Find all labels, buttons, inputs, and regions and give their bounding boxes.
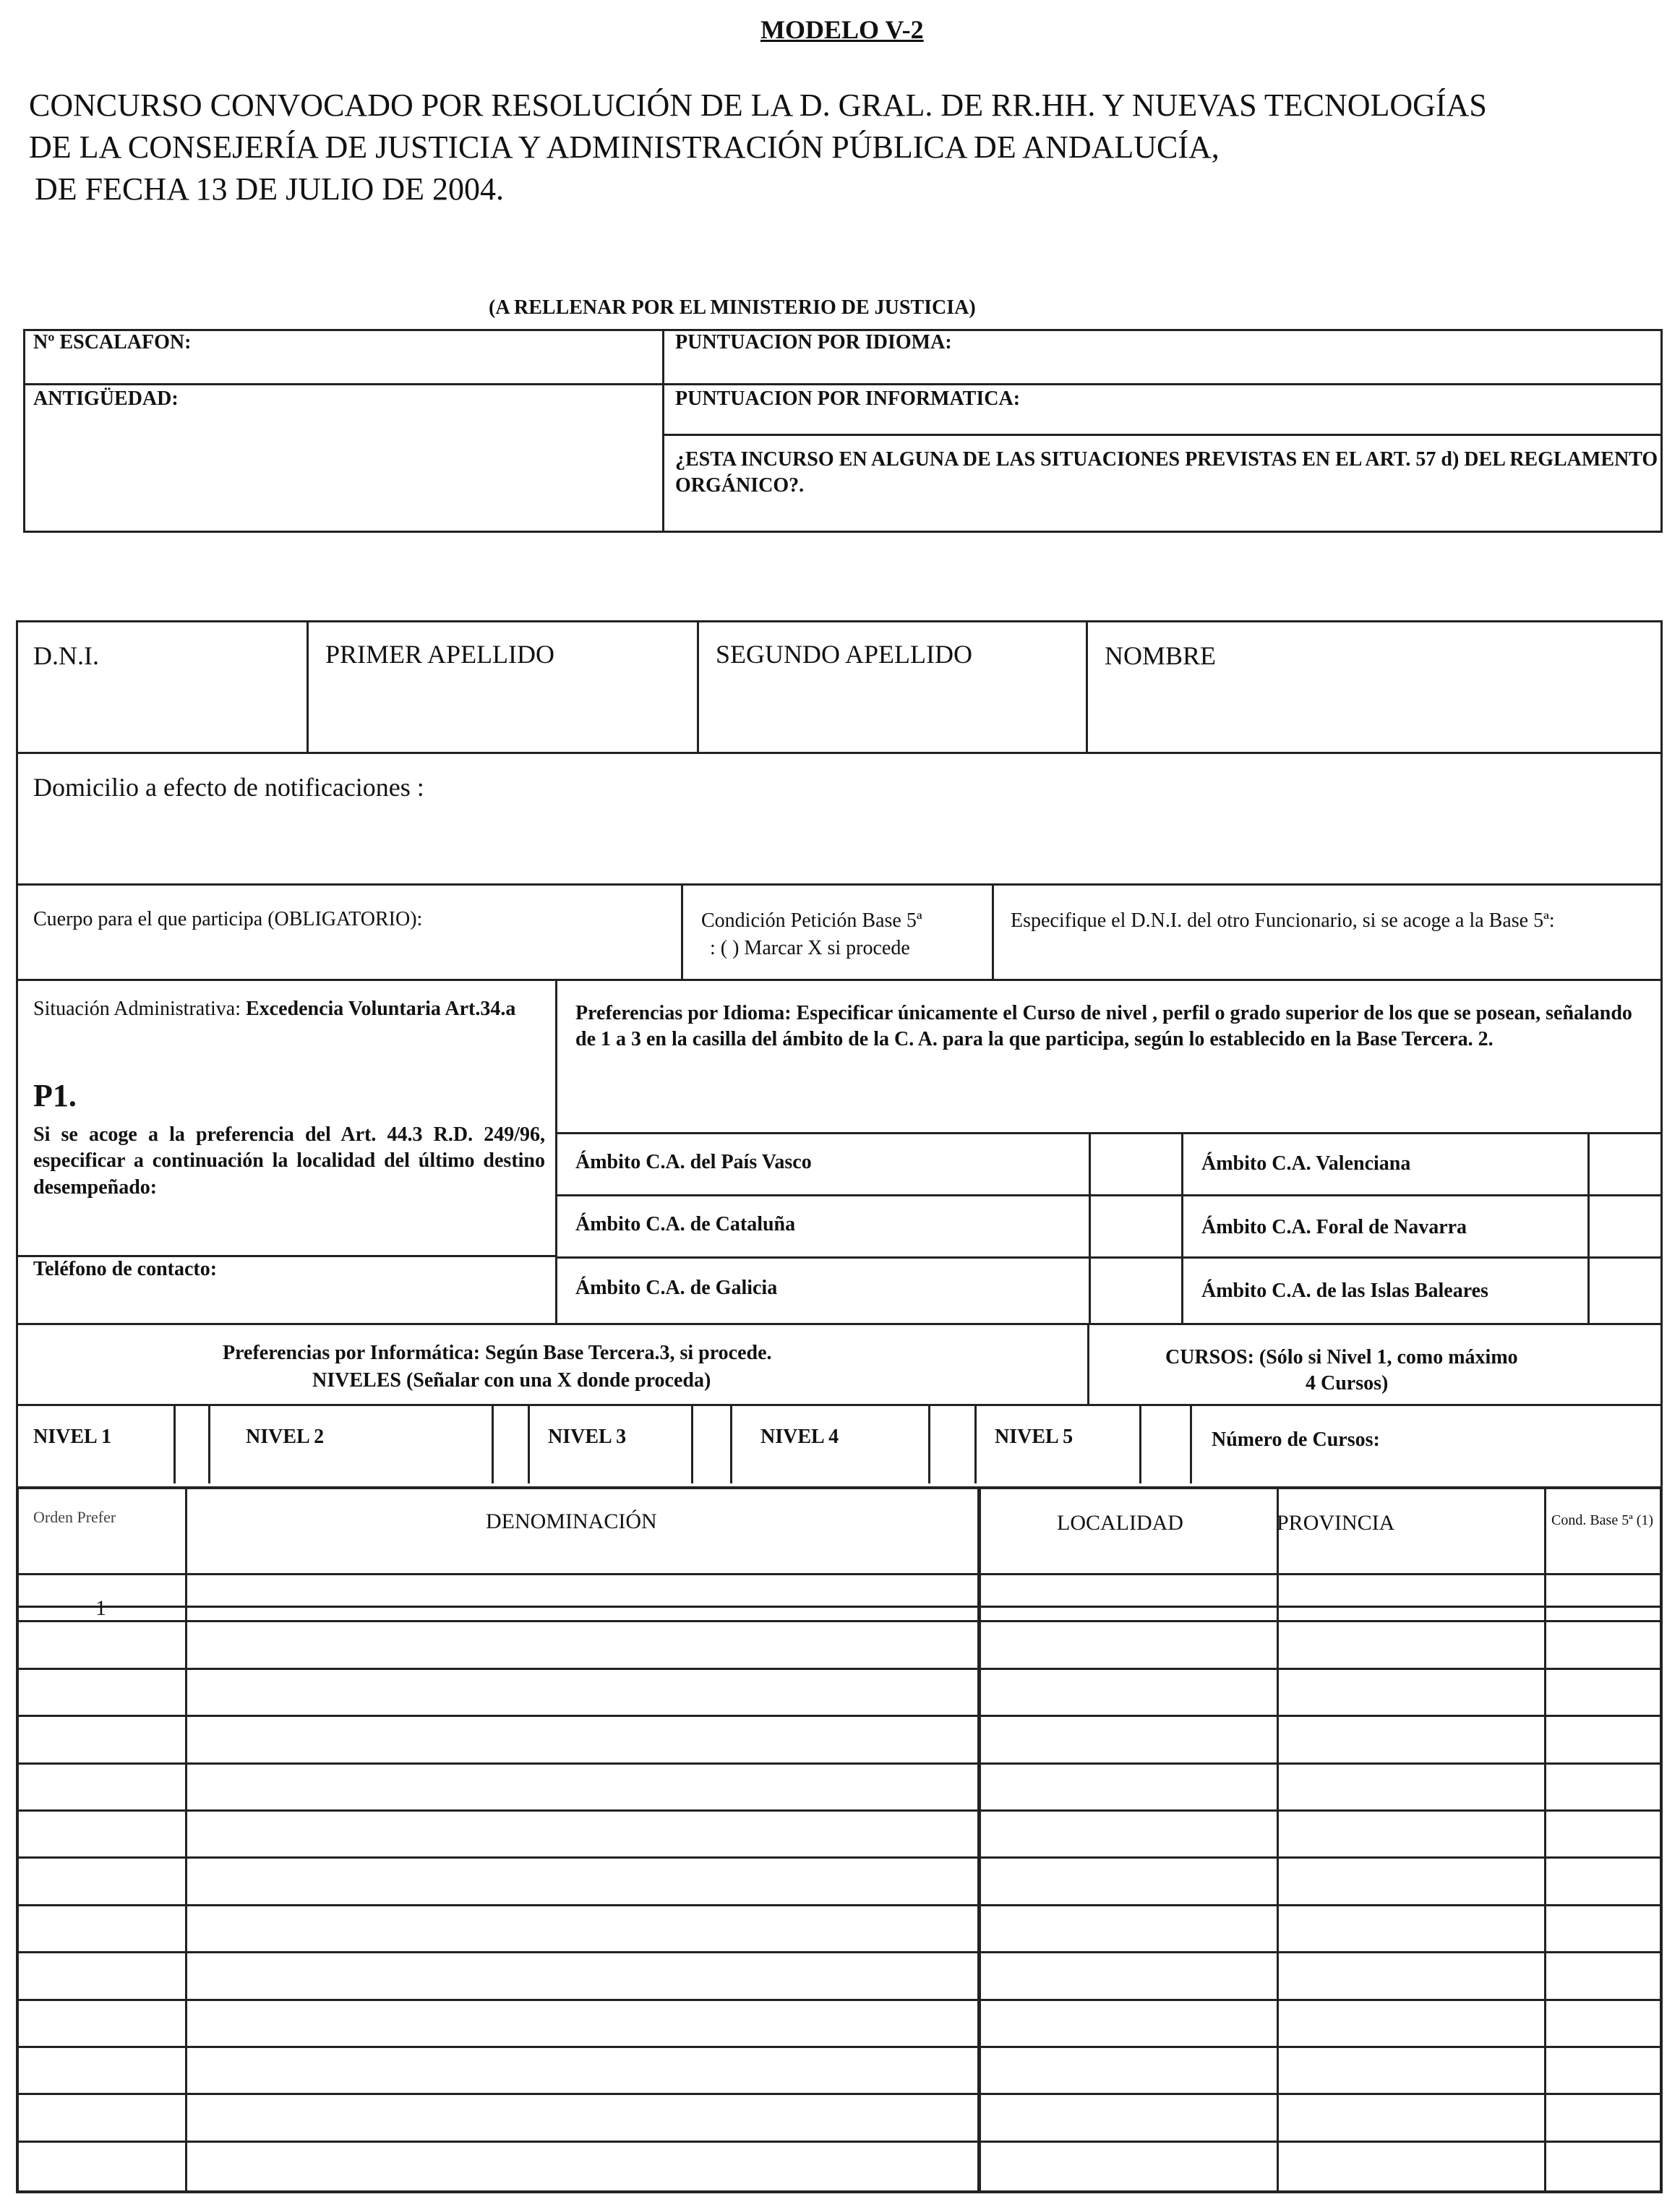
- personal-data-box: [16, 620, 1663, 1608]
- ambito-cataluna: Ámbito C.A. de Cataluña: [575, 1213, 796, 1235]
- table-row: [16, 1999, 1663, 2001]
- header-orden: Orden Prefer: [33, 1508, 116, 1526]
- ambito-box-galicia[interactable]: [1089, 1256, 1181, 1323]
- idiomas-intro: Preferencias por Idioma: Especificar únicamente el Curso de nivel , perfil o grado superior de los que se posean, señalando de 1 a 3 en la casilla del ámbito de la C. A. para la que participa, según lo establecido en la Base Tercera. 2.: [575, 1002, 1632, 1051]
- antiguedad-label: ANTIGÜEDAD:: [33, 387, 179, 410]
- cursos-line1: CURSOS: (Sólo si Nivel 1, como máximo: [1165, 1346, 1518, 1368]
- nivel-3-checkbox[interactable]: [691, 1404, 730, 1483]
- cuerpo-label: Cuerpo para el que participa (OBLIGATORIO):: [33, 908, 423, 930]
- destinos-table: [16, 1486, 1663, 2193]
- situacion-label: [33, 998, 515, 1021]
- informatica-line2: NIVELES (Señalar con una X donde proceda): [312, 1369, 711, 1392]
- header-cond-base: Cond. Base 5ª (1): [1551, 1512, 1654, 1528]
- ministry-caption: (A RELLENAR POR EL MINISTERIO DE JUSTICIA): [489, 296, 976, 319]
- ambito-navarra: Ámbito C.A. Foral de Navarra: [1201, 1216, 1467, 1238]
- p1-label: P1.: [33, 1078, 77, 1113]
- ambito-galicia: Ámbito C.A. de Galicia: [575, 1277, 778, 1299]
- header-line-2: DE LA CONSEJERÍA DE JUSTICIA Y ADMINISTRACIÓN PÚBLICA DE ANDALUCÍA,: [29, 129, 1220, 165]
- table-row: [16, 2046, 1663, 2048]
- escalafon-label: Nº ESCALAFON:: [33, 331, 192, 354]
- condicion-label-2: : ( ) Marcar X si procede: [710, 937, 910, 959]
- nivel-1-label: NIVEL 1: [33, 1426, 112, 1448]
- form-title: MODELO V-2: [760, 15, 924, 44]
- nivel-2-label: NIVEL 2: [246, 1426, 325, 1448]
- table-row: [16, 1762, 1663, 1765]
- ambito-box-cataluna[interactable]: [1089, 1194, 1181, 1256]
- nivel-4-checkbox[interactable]: [928, 1404, 974, 1483]
- condicion-label-1: Condición Petición Base 5ª: [701, 909, 922, 932]
- table-row: [16, 1856, 1663, 1859]
- table-row: [16, 1904, 1663, 1906]
- table-row: [16, 1573, 1663, 1575]
- header-provincia: PROVINCIA: [1277, 1511, 1395, 1535]
- ambito-valenciana: Ámbito C.A. Valenciana: [1201, 1152, 1411, 1175]
- header-localidad: LOCALIDAD: [1057, 1511, 1183, 1535]
- nivel-5-checkbox[interactable]: [1139, 1404, 1190, 1483]
- situacion-label-text: Situación Administrativa:: [33, 998, 241, 1020]
- table-row: [16, 1668, 1663, 1670]
- puntuacion-idioma-label: PUNTUACION POR IDIOMA:: [675, 331, 952, 354]
- table-row: [16, 1951, 1663, 1953]
- ambito-box-pais-vasco[interactable]: [1089, 1132, 1181, 1194]
- situacion-value: Excedencia Voluntaria Art.34.a: [245, 998, 516, 1020]
- telefono-label: Teléfono de contacto:: [33, 1258, 218, 1280]
- table-row: [16, 1715, 1663, 1717]
- incurso-question: ¿ESTA INCURSO EN ALGUNA DE LAS SITUACIONES PREVISTAS EN EL ART. 57 d) DEL REGLAMENTO ORGÁNICO?.: [675, 448, 1658, 497]
- especifique-dni-label: Especifique el D.N.I. del otro Funcionario, si se acoge a la Base 5ª:: [1011, 909, 1555, 932]
- row-number-1: 1: [95, 1596, 106, 1620]
- ambito-box-valenciana[interactable]: [1587, 1132, 1663, 1194]
- ambito-box-baleares[interactable]: [1587, 1256, 1663, 1323]
- table-row: [16, 2141, 1663, 2143]
- header-denominacion: DENOMINACIÓN: [486, 1509, 657, 1533]
- preferencia-art-44: Si se acoge a la preferencia del Art. 44.3 R.D. 249/96, especificar a continuación la localidad del último destino desempeñado:: [33, 1123, 545, 1199]
- table-row: [16, 1809, 1663, 1812]
- ambito-baleares: Ámbito C.A. de las Islas Baleares: [1201, 1280, 1488, 1302]
- puntuacion-informatica-label: PUNTUACION POR INFORMATICA:: [675, 387, 1021, 410]
- domicilio-label: Domicilio a efecto de notificaciones :: [33, 773, 424, 802]
- nombre-label: NOMBRE: [1105, 641, 1217, 670]
- numero-cursos-label: Número de Cursos:: [1212, 1428, 1380, 1451]
- ministry-box: [23, 329, 1663, 533]
- dni-label: D.N.I.: [33, 641, 99, 670]
- ambito-pais-vasco: Ámbito C.A. del País Vasco: [575, 1151, 812, 1173]
- cursos-line2: 4 Cursos): [1306, 1372, 1389, 1395]
- header-line-3: DE FECHA 13 DE JULIO DE 2004.: [35, 171, 504, 207]
- segundo-apellido-label: SEGUNDO APELLIDO: [716, 640, 972, 669]
- primer-apellido-label: PRIMER APELLIDO: [325, 640, 555, 669]
- informatica-line1: Preferencias por Informática: Según Base Tercera.3, si procede.: [223, 1342, 772, 1364]
- ambito-box-navarra[interactable]: [1587, 1194, 1663, 1256]
- nivel-4-label: NIVEL 4: [760, 1426, 839, 1448]
- nivel-1-checkbox[interactable]: [173, 1404, 208, 1483]
- nivel-5-label: NIVEL 5: [995, 1426, 1073, 1448]
- nivel-3-label: NIVEL 3: [548, 1426, 627, 1448]
- table-row: [16, 1620, 1663, 1622]
- table-row: [16, 2093, 1663, 2095]
- nivel-2-checkbox[interactable]: [492, 1404, 528, 1483]
- header-line-1: CONCURSO CONVOCADO POR RESOLUCIÓN DE LA D. GRAL. DE RR.HH. Y NUEVAS TECNOLOGÍAS: [29, 87, 1487, 123]
